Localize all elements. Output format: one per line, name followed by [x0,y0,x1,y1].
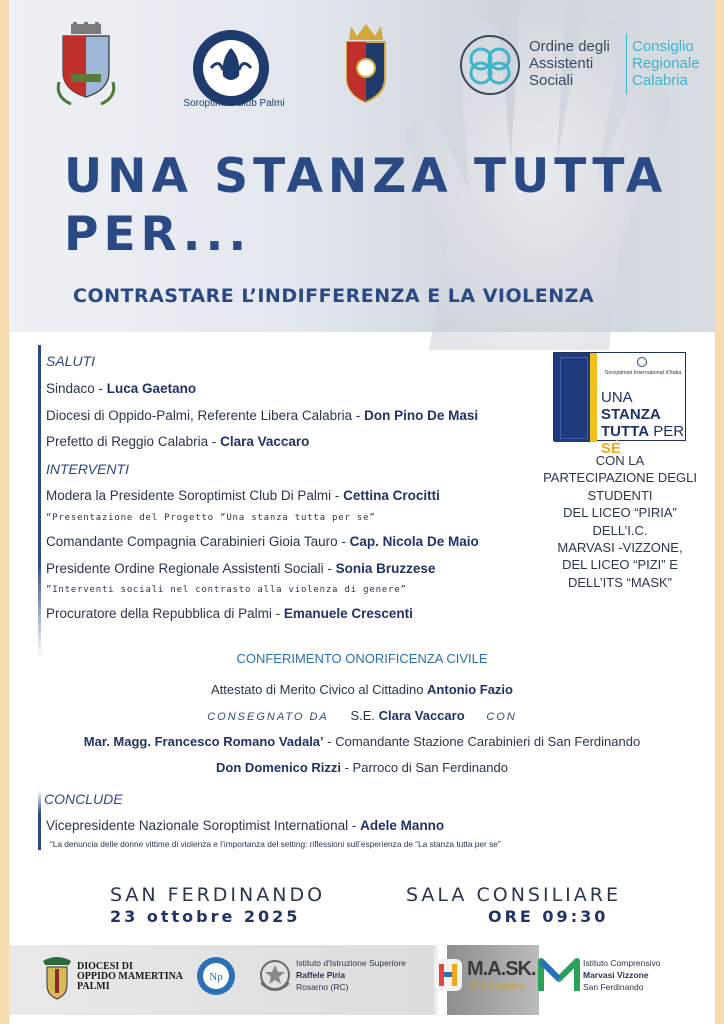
attestato-line: Attestato di Merito Civico al Cittadino Antonio Fazio [211,682,513,697]
title-line: PER... [64,207,252,262]
saluti-item: Prefetto di Reggio Calabria - Clara Vaccaro [46,434,310,449]
conclude-heading: CONCLUDE [44,791,123,807]
ordine-line: Sociali [529,72,574,89]
interventi-quote: ”Interventi sociali nel contrasto alla violenza di genere” [46,585,407,595]
conclude-item: Vicepresidente Nazionale Soroptimist International - Adele Manno [46,818,445,833]
interventi-item: Comandante Compagnia Carabinieri Gioia Tauro - Cap. Nicola De Maio [46,534,479,549]
iis-piria-text: Istituto d'Istruzione Superiore Raffele Piria Rosarno (RC) [296,958,406,992]
saluti-item: Diocesi di Oppido-Palmi, Referente Libera Calabria - Don Pino De Masi [46,408,479,423]
consiglio-line: Regionale [632,55,700,72]
stanza-org: Soroptimist International d'Italia [604,370,682,376]
ic-marvasi-text: Istituto Comprensivo Marvasi Vizzone San Ferdinando [583,958,661,992]
np-badge-logo [196,956,236,996]
program-accent-bar [38,345,41,657]
partecipazione-text: CON LA PARTECIPAZIONE DEGLI STUDENTI DEL LICEO “PIRIA” DELL’I.C. MARVASI -VIZZONE, DEL LICEO “PIZI” E DELL’ITS “MASK” [543,453,697,590]
italian-republic-emblem [257,957,293,997]
ordine-line: Ordine degli [529,38,610,55]
interventi-item: Presidente Ordine Regionale Assistenti Sociali - Sonia Bruzzese [46,561,436,576]
right-stripe [715,0,724,1024]
soroptimist-seal-icon [637,357,647,367]
poster-subtitle: CONTRASTARE L’INDIFFERENZA E LA VIOLENZA [73,285,595,307]
np-badge-text: Np [209,971,223,983]
door-graphic [554,353,590,442]
title-line: UNA STANZA TUTTA [64,149,668,204]
ordine-divider [626,34,627,94]
ordine-text [529,38,610,89]
mask-name: M.A.SK. [467,958,536,980]
left-stripe [0,0,9,1024]
maresciallo-line: Mar. Magg. Francesco Romano Vadala’ - Comandante Stazione Carabinieri di San Ferdinando [83,734,641,749]
interventi-item: Modera la Presidente Soroptimist Club Di Palmi - Cettina Crocitti [46,488,440,503]
mask-academy-logo [434,959,462,991]
event-time: ORE 09:30 [488,907,609,926]
door-frame [590,353,597,442]
parroco-line: Don Domenico Rizzi - Parroco di San Ferdinando [216,760,508,775]
consiglio-line: Calabria [632,72,688,89]
stanza-title: UNA STANZA TUTTA PER SÉ [601,389,685,457]
poster-header [9,0,715,332]
partner-logos-band [9,945,715,1015]
ordine-assistenti-logo [455,34,525,96]
saluti-heading: SALUTI [46,353,96,369]
consiglio-line: Consiglio [632,38,694,55]
consiglio-text [632,38,700,89]
mask-subtitle: ITS Academy [471,981,527,992]
town-crest-logo [51,22,121,107]
poster-title [64,148,667,264]
diocesi-text: DIOCESI DI OPPIDO MAMERTINA PALMI [77,961,184,992]
soroptimist-caption: Soroptimist Club Palmi [183,98,285,109]
event-venue: SALA CONSILIARE [406,884,621,906]
interventi-item: Procuratore della Repubblica di Palmi - Emanuele Crescenti [46,606,413,621]
ordine-line: Assistenti [529,55,594,72]
soroptimist-logo [191,28,271,108]
conferimento-title: CONFERIMENTO ONORIFICENZA CIVILE [236,651,488,666]
conclude-accent-bar [38,790,41,850]
saluti-item: Sindaco - Luca Gaetano [46,381,197,396]
conclude-quote: “La denuncia delle donne vittime di violenza e l’importanza del setting: riflessioni sull’esperienza de “La stanza tutta per se” [50,839,501,849]
event-date: 23 ottobre 2025 [110,907,301,926]
stanza-project-logo [553,352,686,457]
carabinieri-crest-logo [337,22,395,104]
interventi-heading: INTERVENTI [46,461,129,477]
interventi-quote: “Presentazione del Progetto “Una stanza tutta per se” [46,513,376,523]
diocesi-crest-logo [39,955,75,1001]
consegnato-line: CONSEGNATO DA S.E. Clara Vaccaro CON [207,708,517,723]
ic-marvasi-logo [539,955,579,995]
event-place: SAN FERDINANDO [110,884,326,906]
